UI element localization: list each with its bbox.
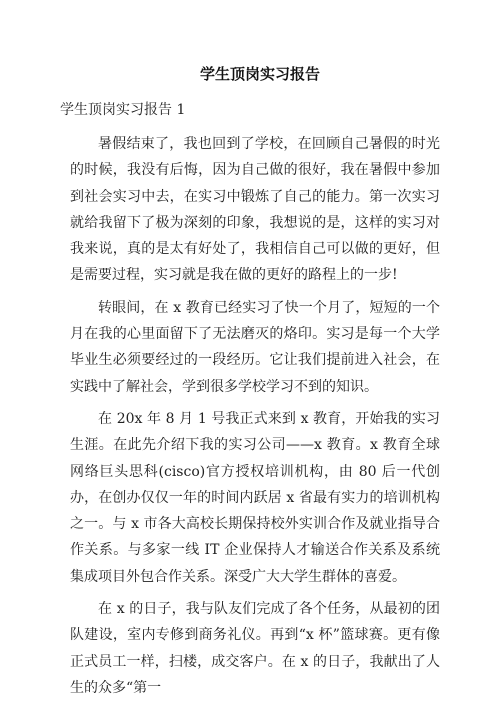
document-title: 学生顶岗实习报告 <box>199 65 320 83</box>
paragraph-2: 转眼间，在 x 教育已经实习了快一个月了，短短的一个月在我的心里面留下了无法磨灭的烙印。实习是每一个大学毕业生必须要经过的一段经历。它让我们提前进入社会，在实践中了解社会，学到很多学校学习不到的知识。 <box>70 299 440 395</box>
paragraph-1: 暑假结束了，我也回到了学校，在回顾自己暑假的时光的时候，我没有后悔，因为自己做的很好，我在暑假中参加到社会实习中去，在实习中锻炼了自己的能力。第一次实习就给我留下了极为深刻的印象，我想说的是，这样的实习对我来说，真的是太有好处了，我相信自己可以做的更好，但是需要过程，实习就是我在做的更好的路程上的一步! <box>70 136 440 284</box>
paragraph-3: 在 20x 年 8 月 1 号我正式来到 x 教育，开始我的实习生涯。在此先介绍下我的实习公司——x 教育。x 教育全球网络巨头思科(cisco)官方授权培训机构，由 80 后一代创办，在创办仅仅一年的时间内跃居 x 省最有实力的培训机构之一。与 x 市各大高校长期保持校外实训合作及就业指导合作关系。与多家一线 IT 企业保持人才输送合作关系及系统集成项目外包合作关系。深受广大大学生群体的喜爱。 <box>70 410 440 585</box>
paragraph-4: 在 x 的日子，我与队友们完成了各个任务，从最初的团队建设，室内专修到商务礼仪。再到“x 杯”篮球赛。更有像正式员工一样，扫楼，成交客户。在 x 的日子，我献出了人生的众多“第一 <box>70 601 440 696</box>
report-subheading: 学生顶岗实习报告 1 <box>60 102 186 118</box>
